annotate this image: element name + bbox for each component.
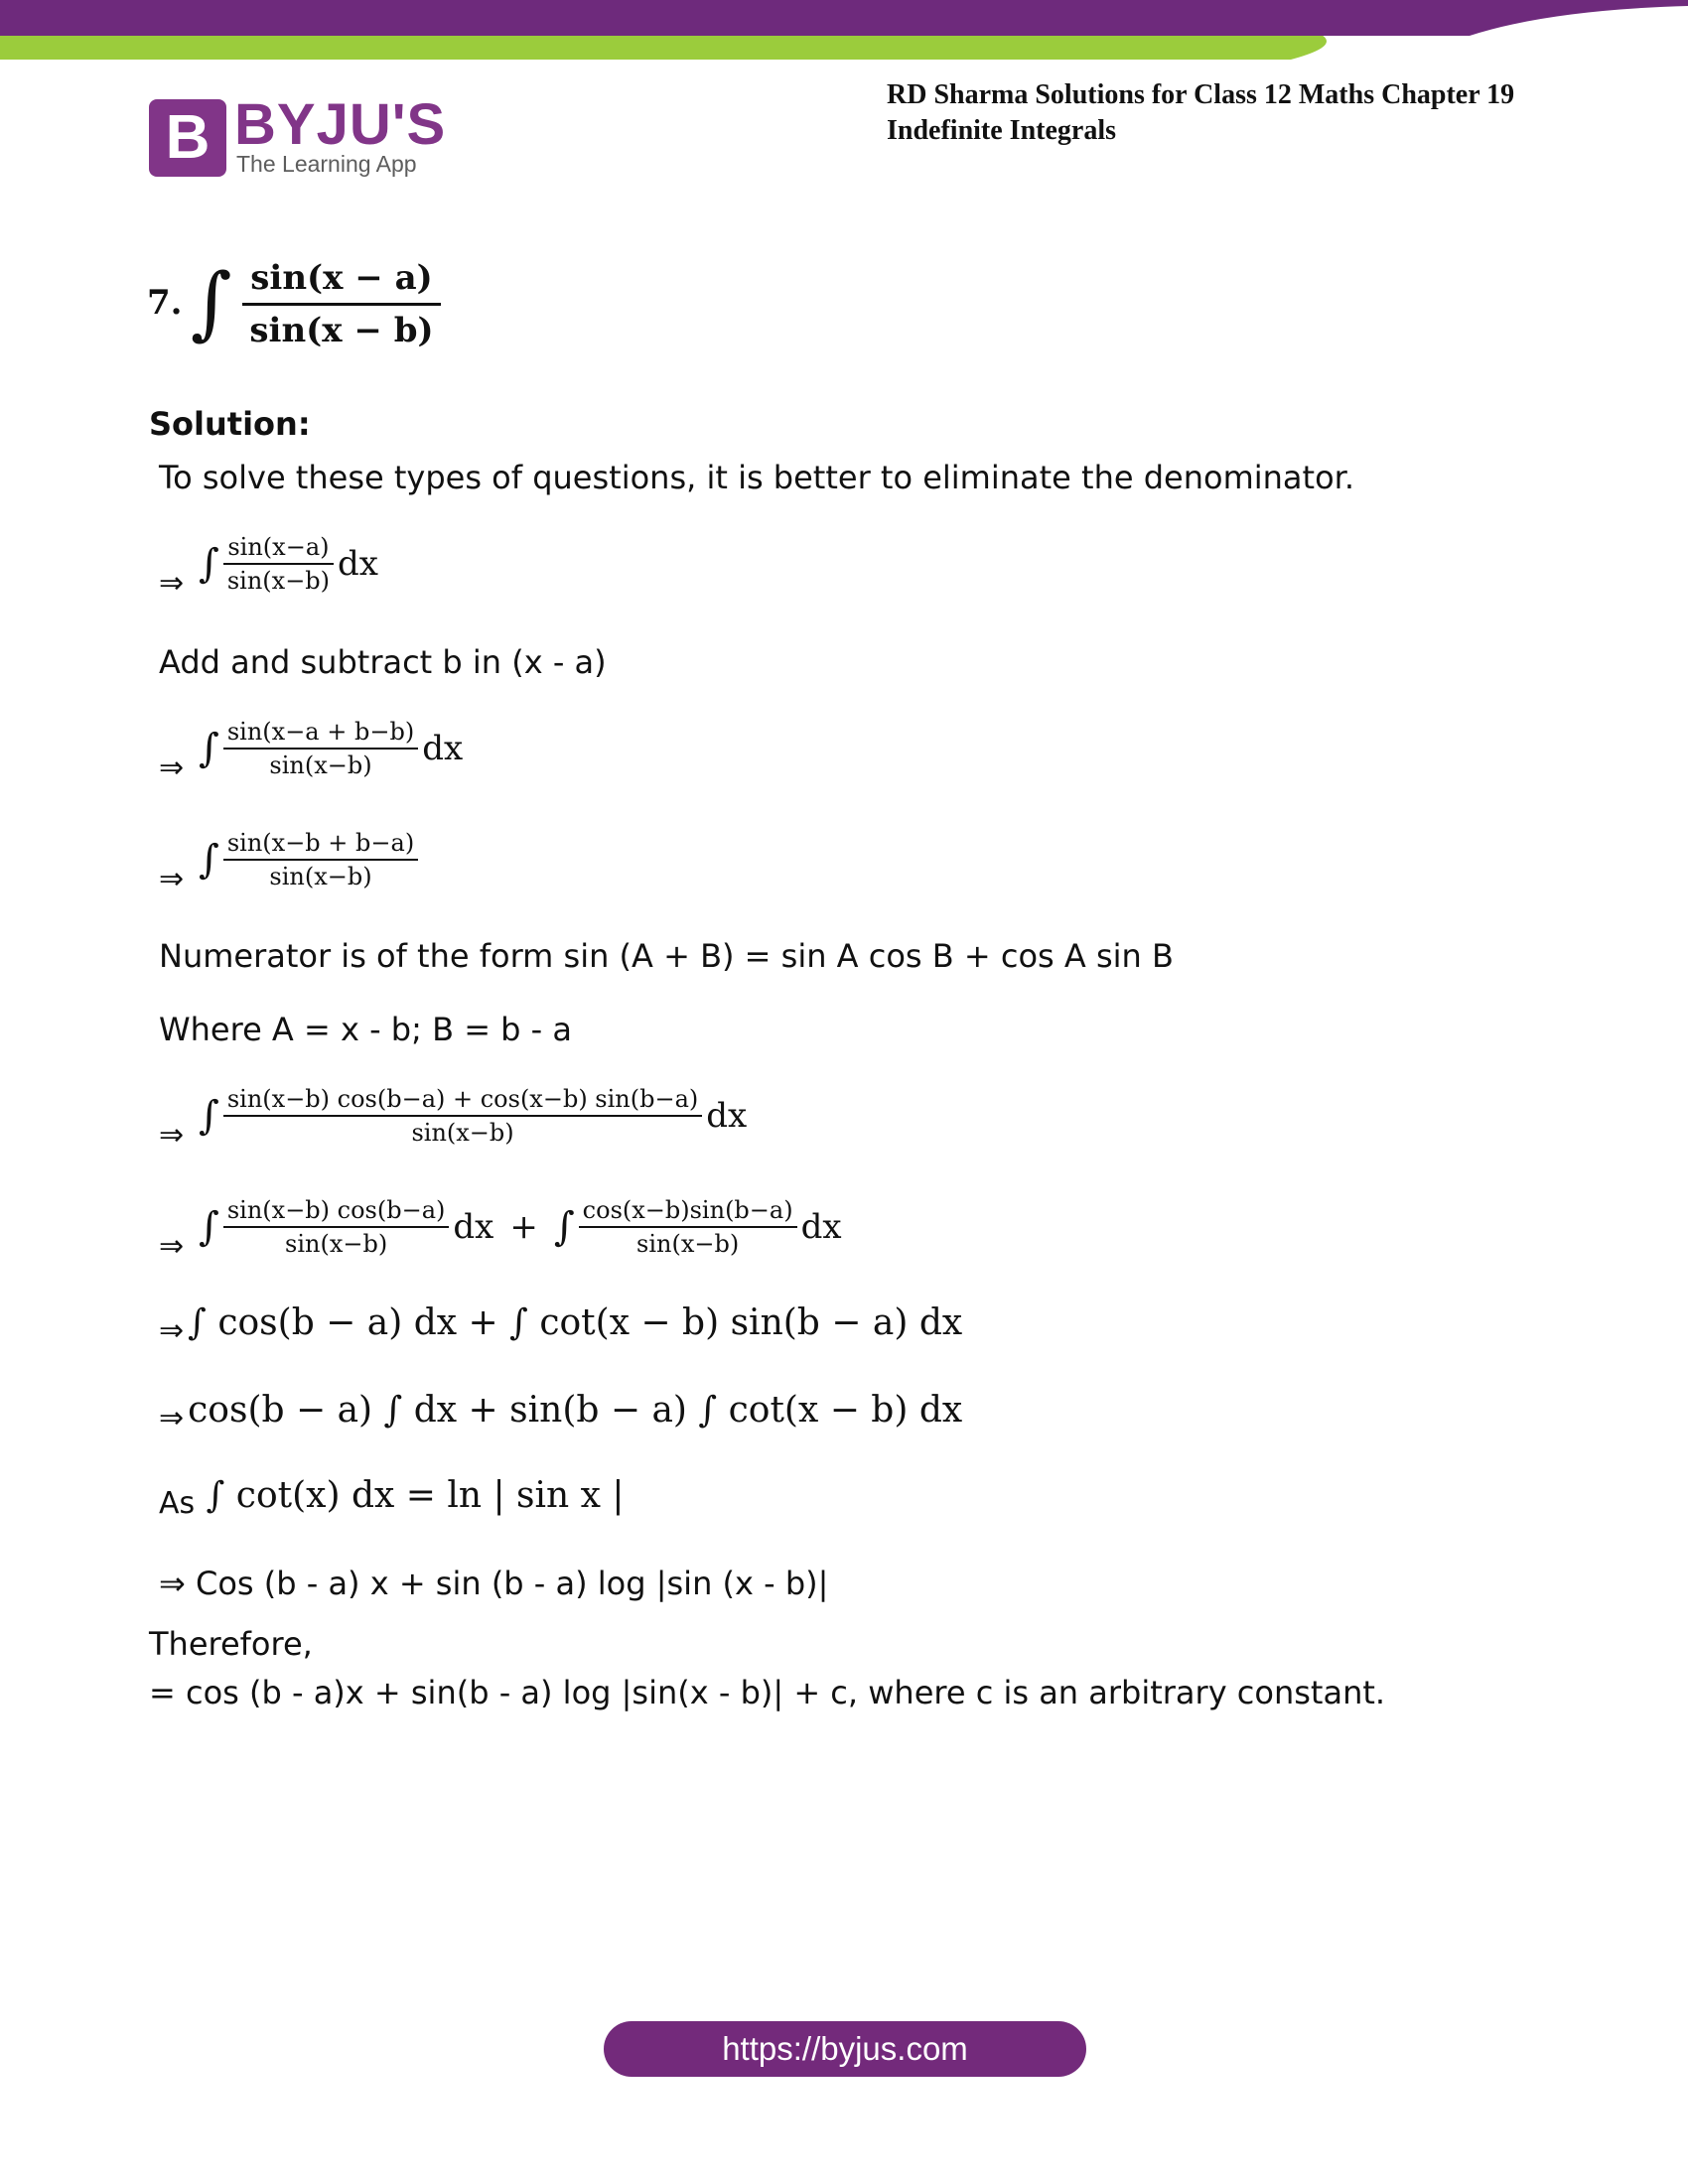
- numerator: sin(x−b) cos(b−a) + cos(x−b) sin(b−a): [226, 1085, 699, 1113]
- integral-sign: ∫: [553, 1204, 575, 1250]
- as-formula-line: [159, 1475, 625, 1521]
- question-denominator: sin(x − b): [242, 303, 441, 355]
- step-7-expression: cos(b − a) ∫ dx + sin(b − a) ∫ cot(x − b) dx: [188, 1390, 963, 1431]
- implies-arrow: ⇒: [159, 1118, 185, 1153]
- numerator: sin(x−b + b−a): [226, 829, 415, 857]
- logo-name: BYJU'S: [234, 92, 447, 157]
- document-title-line1: RD Sharma Solutions for Class 12 Maths Chapter 19: [887, 79, 1515, 110]
- fraction: [223, 531, 334, 597]
- denominator: sin(x−b): [223, 563, 334, 597]
- numerator-form-text: Numerator is of the form sin (A + B) = sin A cos B + cos A sin B: [159, 937, 1174, 975]
- question-numerator: sin(x − a): [250, 258, 433, 298]
- logo-icon: B: [149, 99, 226, 177]
- byjus-logo: [149, 92, 447, 179]
- as-prefix: As: [159, 1486, 196, 1521]
- where-text: Where A = x - b; B = b - a: [159, 1011, 572, 1048]
- implies-arrow: ⇒: [159, 1229, 185, 1264]
- denominator: sin(x−b): [223, 748, 418, 781]
- document-title: [887, 77, 1602, 149]
- integral-sign: ∫: [199, 726, 219, 771]
- top-banner: [0, 0, 1688, 60]
- fraction: [579, 1194, 797, 1260]
- dx: dx: [422, 729, 464, 768]
- implies-arrow: ⇒: [159, 1401, 185, 1435]
- numerator: sin(x−a): [227, 533, 330, 561]
- implies-arrow: ⇒: [159, 751, 185, 785]
- dx: dx: [706, 1096, 748, 1136]
- fraction: [223, 1194, 450, 1260]
- implies-arrow: ⇒: [159, 566, 185, 601]
- denominator: sin(x−b): [579, 1226, 797, 1260]
- solution-heading: Solution:: [149, 405, 311, 443]
- step-6-expression: ∫ cos(b − a) dx + ∫ cot(x − b) sin(b − a) dx: [188, 1302, 963, 1343]
- integral-sign: ∫: [199, 837, 219, 883]
- dx: dx: [338, 544, 378, 584]
- step-7: [159, 1390, 962, 1435]
- integral-sign: ∫: [199, 541, 219, 587]
- step-8: ⇒ Cos (b - a) x + sin (b - a) log |sin (x - b)|: [159, 1565, 829, 1602]
- top-banner-purple-stripe: [0, 0, 1688, 36]
- dx: dx: [453, 1207, 494, 1247]
- therefore-text: Therefore,: [149, 1625, 313, 1663]
- fraction: [223, 716, 418, 781]
- fraction: [223, 827, 418, 892]
- add-subtract-text: Add and subtract b in (x - a): [159, 643, 607, 681]
- question-number: 7.: [147, 283, 183, 323]
- fraction: [223, 1083, 702, 1149]
- integral-sign: ∫: [199, 1093, 219, 1139]
- step-6: [159, 1302, 962, 1348]
- question-fraction: [242, 253, 441, 355]
- dx: dx: [800, 1207, 842, 1247]
- implies-arrow: ⇒: [159, 862, 185, 896]
- integral-sign: ∫: [199, 1204, 219, 1250]
- numerator: sin(x−b) cos(b−a): [226, 1196, 446, 1224]
- numerator: cos(x−b)sin(b−a): [582, 1196, 793, 1224]
- document-title-line2: Indefinite Integrals: [887, 115, 1116, 146]
- plus-sign: +: [509, 1207, 538, 1247]
- as-formula: ∫ cot(x) dx = ln | sin x |: [206, 1475, 625, 1516]
- question-integral-sign: ∫: [191, 256, 232, 348]
- solution-intro: To solve these types of questions, it is better to eliminate the denominator.: [159, 459, 1355, 496]
- implies-arrow: ⇒: [159, 1313, 185, 1348]
- logo-tagline: The Learning App: [236, 151, 417, 177]
- final-answer: = cos (b - a)x + sin(b - a) log |sin(x - b)| + c, where c is an arbitrary constant.: [149, 1674, 1386, 1711]
- numerator: sin(x−a + b−b): [226, 718, 415, 746]
- denominator: sin(x−b): [223, 859, 418, 892]
- denominator: sin(x−b): [223, 1226, 450, 1260]
- footer-url-link[interactable]: https://byjus.com: [604, 2021, 1086, 2077]
- denominator: sin(x−b): [223, 1115, 702, 1149]
